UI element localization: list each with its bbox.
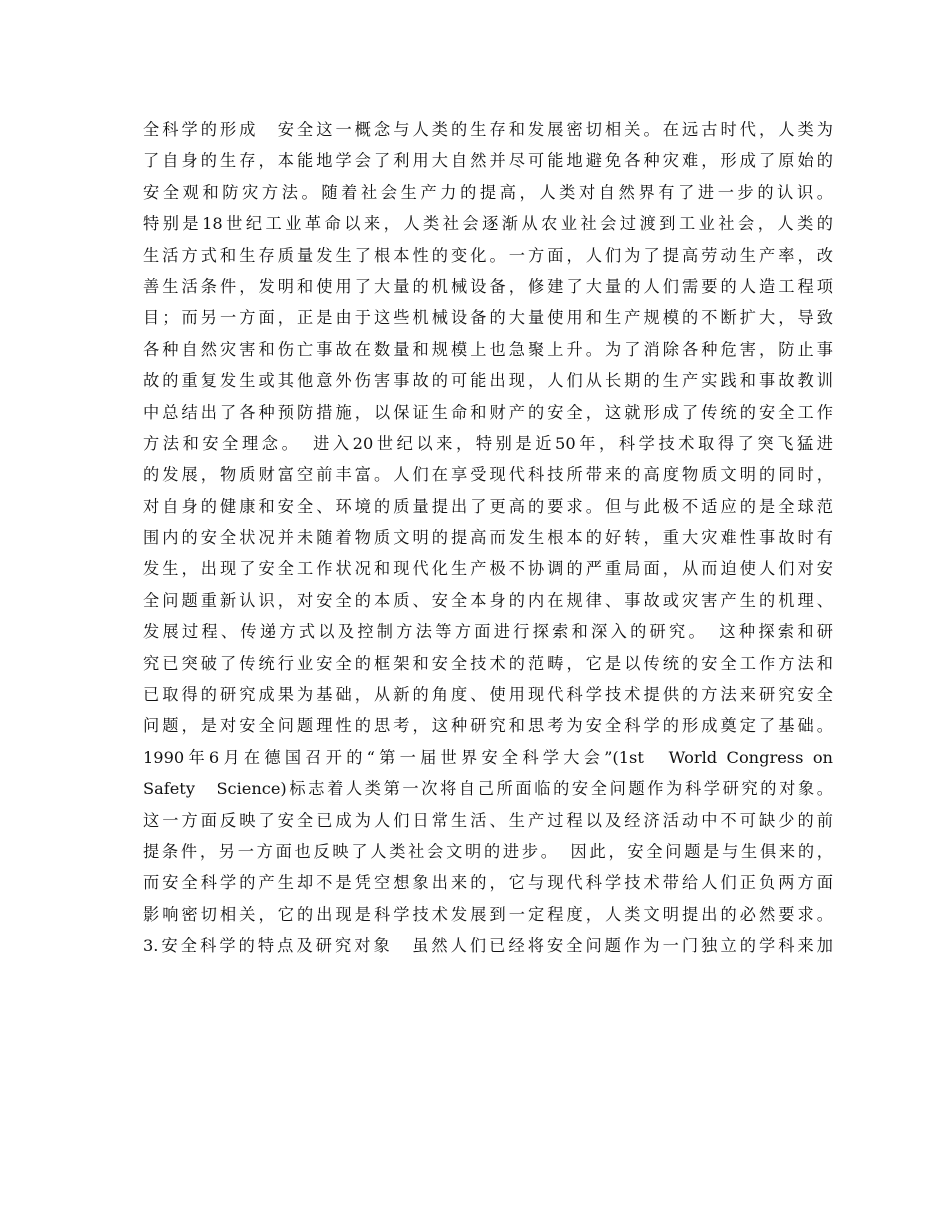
text-line: Safety Science)标志着人类第一次将自己所面临的安全问题作为科学研究的对象。	[143, 779, 833, 799]
body-text	[143, 114, 833, 962]
text-line: 已取得的研究成果为基础，从新的角度、使用现代科学技术提供的方法来研究安全	[143, 685, 833, 705]
text-line: 全科学的形成 安全这一概念与人类的生存和发展密切相关。在远古时代，人类为	[143, 120, 833, 139]
text-line: 生活方式和生存质量发生了根本性的变化。一方面，人们为了提高劳动生产率，改	[143, 245, 833, 265]
text-line: 善生活条件，发明和使用了大量的机械设备，修建了大量的人们需要的人造工程项	[143, 276, 833, 296]
text-line: 方法和安全理念。 进入20世纪以来，特别是近50年，科学技术取得了突飞猛进	[143, 433, 833, 453]
text-line: 各种自然灾害和伤亡事故在数量和规模上也急聚上升。为了消除各种危害，防止事	[143, 339, 833, 359]
text-line: 安全观和防灾方法。随着社会生产力的提高，人类对自然界有了进一步的认识。	[143, 182, 833, 202]
text-line: 1990年6月在德国召开的“第一届世界安全科学大会”(1st World Congress on	[143, 747, 833, 767]
text-line: 围内的安全状况并未随着物质文明的提高而发生根本的好转，重大灾难性事故时有	[143, 528, 833, 548]
text-line: 发生，出现了安全工作状况和现代化生产极不协调的严重局面，从而迫使人们对安	[143, 559, 833, 579]
text-line: 全问题重新认识，对安全的本质、安全本身的内在规律、事故或灾害产生的机理、	[143, 590, 833, 610]
text-line: 的发展，物质财富空前丰富。人们在享受现代科技所带来的高度物质文明的同时，	[143, 465, 833, 485]
text-line: 发展过程、传递方式以及控制方法等方面进行探索和深入的研究。 这种探索和研	[143, 622, 833, 642]
text-line: 问题，是对安全问题理性的思考，这种研究和思考为安全科学的形成奠定了基础。	[143, 716, 833, 736]
text-line: 目；而另一方面，正是由于这些机械设备的大量使用和生产规模的不断扩大，导致	[143, 308, 833, 328]
text-line: 3.安全科学的特点及研究对象 虽然人们已经将安全问题作为一门独立的学科来加	[143, 936, 833, 956]
text-line: 提条件，另一方面也反映了人类社会文明的进步。 因此，安全问题是与生俱来的，	[143, 841, 833, 861]
text-line: 而安全科学的产生却不是凭空想象出来的，它与现代科学技术带给人们正负两方面	[143, 873, 833, 893]
text-line: 中总结出了各种预防措施，以保证生命和财产的安全，这就形成了传统的安全工作	[143, 402, 833, 422]
text-line: 了自身的生存，本能地学会了利用大自然并尽可能地避免各种灾难，形成了原始的	[143, 151, 833, 171]
text-line: 故的重复发生或其他意外伤害事故的可能出现，人们从长期的生产实践和事故教训	[143, 371, 833, 391]
text-line: 对自身的健康和安全、环境的质量提出了更高的要求。但与此极不适应的是全球范	[143, 496, 833, 516]
text-line: 影响密切相关，它的出现是科学技术发展到一定程度，人类文明提出的必然要求。	[143, 904, 833, 924]
text-line: 特别是18世纪工业革命以来，人类社会逐渐从农业社会过渡到工业社会，人类的	[143, 214, 833, 234]
text-line: 究已突破了传统行业安全的框架和安全技术的范畴，它是以传统的安全工作方法和	[143, 653, 833, 673]
text-line: 这一方面反映了安全已成为人们日常生活、生产过程以及经济活动中不可缺少的前	[143, 810, 833, 830]
